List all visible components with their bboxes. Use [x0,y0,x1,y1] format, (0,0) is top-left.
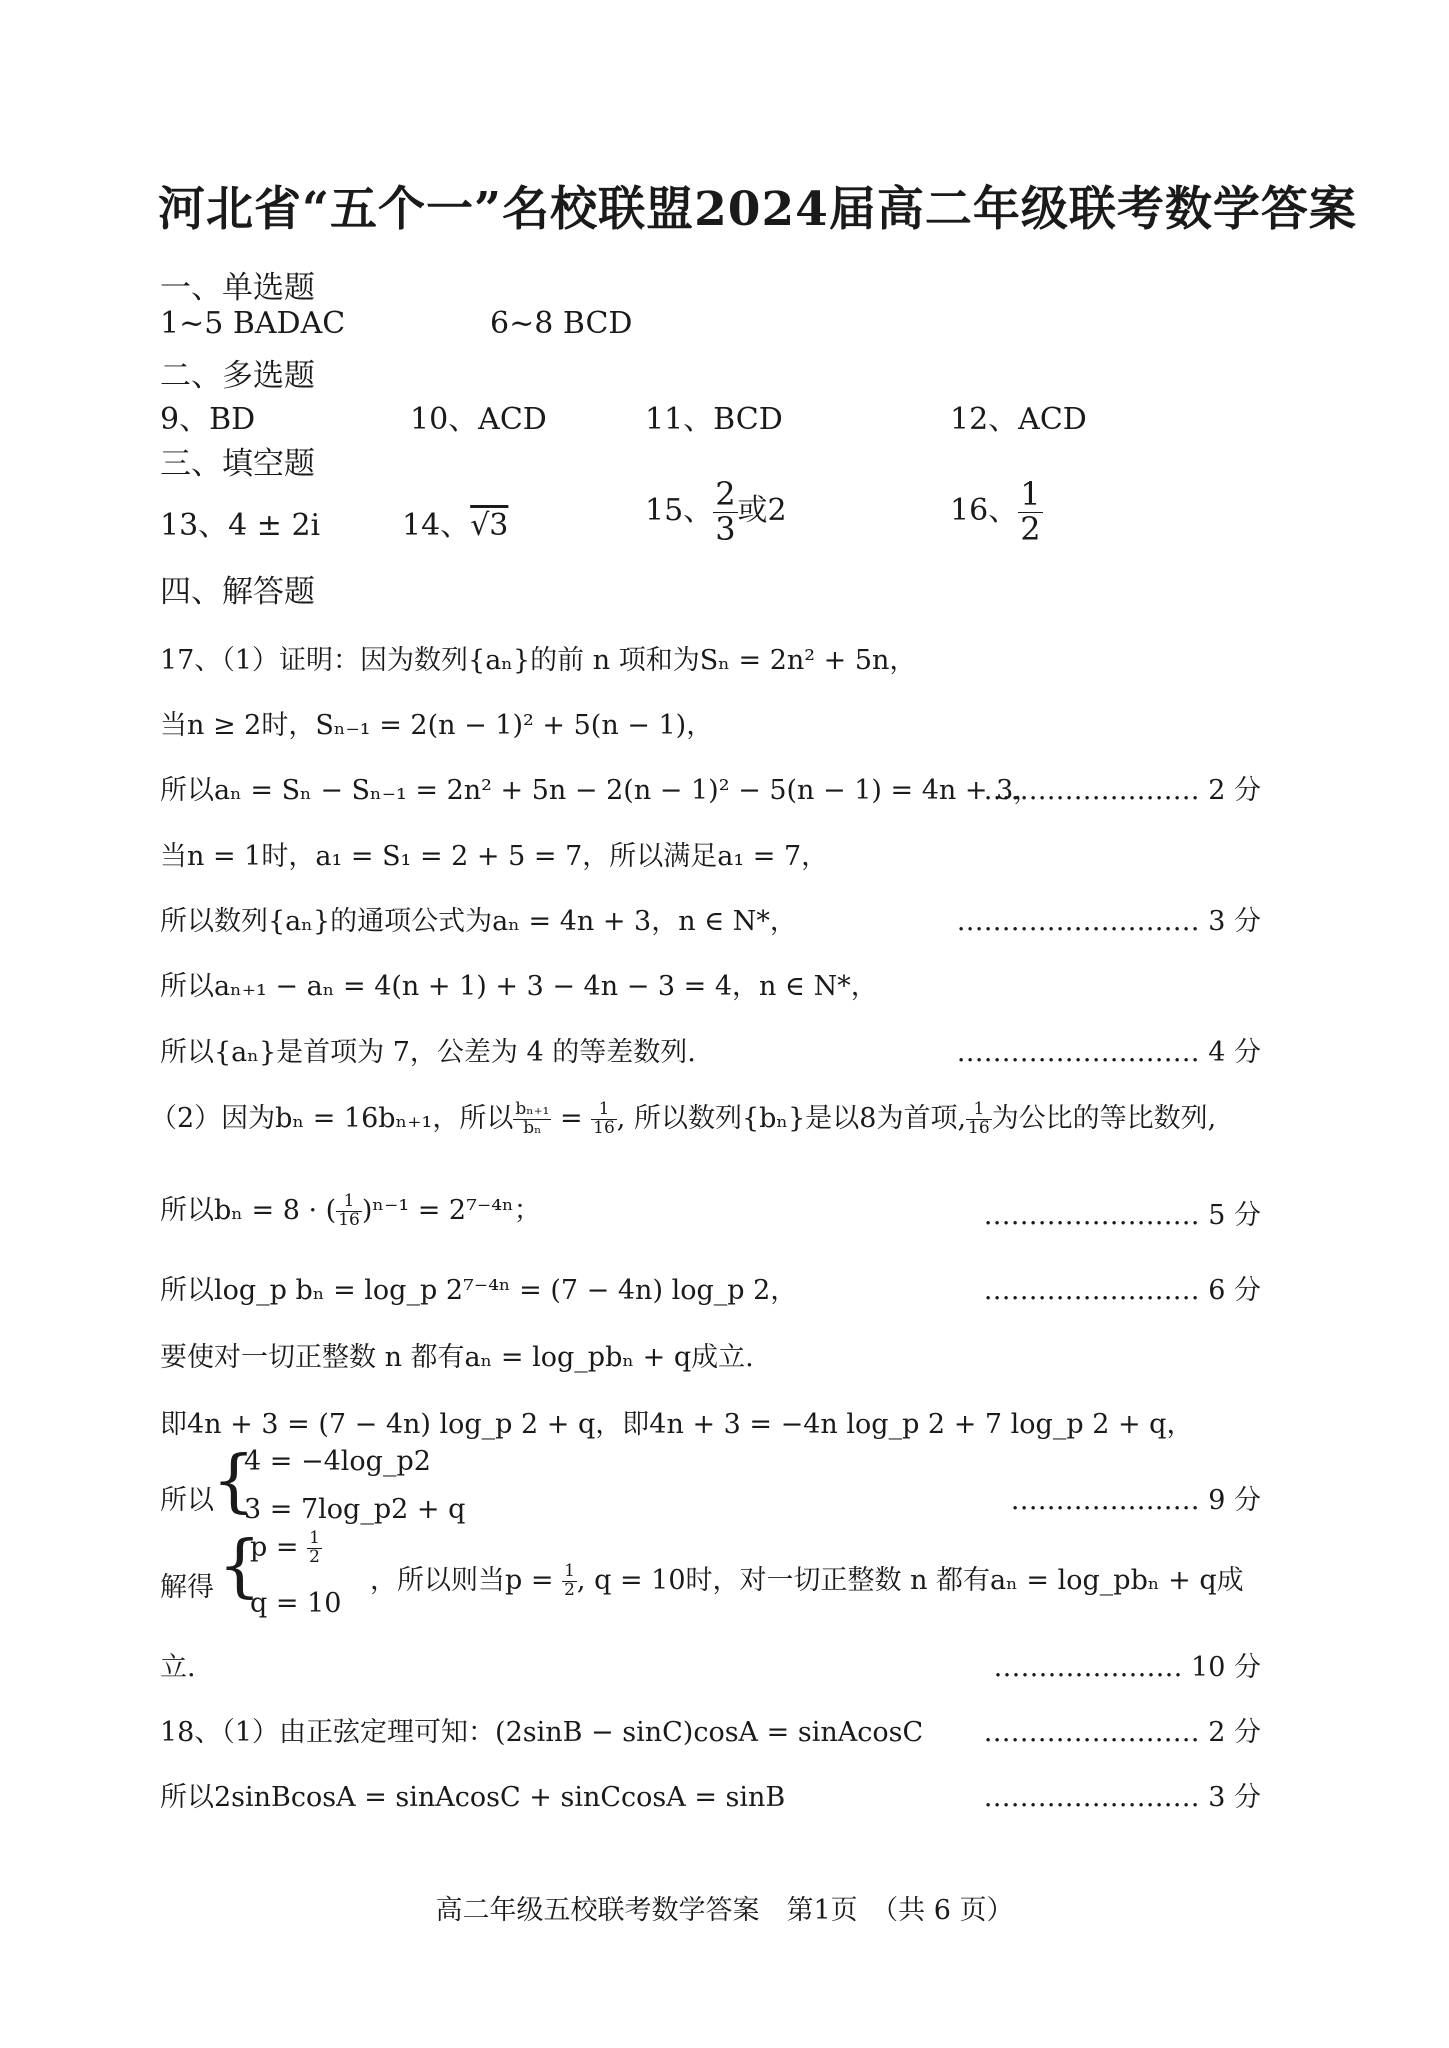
section-single-choice: 一、单选题 [160,270,315,306]
solution-line-9 [160,1188,541,1230]
fraction-1-den: bₙ [523,1118,542,1138]
answers-1-5: 1~5 BADAC [160,306,346,341]
solution-line-7: 所以{aₙ}是首项为 7，公差为 4 的等差数列. [160,1037,696,1068]
answer-16-label: 16、 [950,493,1019,529]
solution-line-3: 所以aₙ = Sₙ − Sₙ₋₁ = 2n² + 5n − 2(n − 1)² − 5(n − 1) = 4n + 3， [160,775,1041,806]
line-14-part-b: , q = 10时，对一切正整数 n 都有aₙ = log_pbₙ + q成 [576,1565,1244,1596]
line-9-fraction-num: 1 [336,1193,362,1212]
page-title: 河北省“五个一”名校联盟2024届高二年级联考数学答案 [158,182,1357,237]
score-18-3: …………………… 3 分 [983,1782,1261,1813]
answer-14-label: 14、 [402,508,471,543]
answer-16-num: 1 [1020,475,1041,513]
fraction-1-num: bₙ₊₁ [515,1099,550,1120]
line-8-part-a: （2）因为bₙ = 16bₙ₊₁，所以 [150,1103,514,1134]
line-8-part-c: , 所以数列{bₙ}是以8为首项, [616,1103,967,1134]
solution-line-13-lead: 所以 [160,1485,214,1516]
answer-13: 13、4 ± 2i [160,508,321,543]
solution-line-1: 17、（1）证明：因为数列{aₙ}的前 n 项和为Sₙ = 2n² + 5n， [160,645,917,676]
solution-line-12: 即4n + 3 = (7 − 4n) log_p 2 + q，即4n + 3 = −4n log_p 2 + 7 log_p 2 + q， [160,1409,1194,1440]
answer-15-fraction [713,475,737,548]
solution-line-14 [370,1558,1244,1600]
line-14-fraction-den: 2 [564,1580,575,1600]
section-solutions: 四、解答题 [160,574,315,610]
solution-line-14-lead: 解得 [160,1572,214,1603]
fraction-3-num: 1 [966,1101,992,1120]
score-4: ……………………… 4 分 [956,1037,1261,1068]
fraction-2-den: 16 [593,1118,615,1138]
answer-15-tail: 或2 [737,493,787,529]
answer-14-value: √3 [470,508,509,543]
answer-16-den: 2 [1020,509,1041,548]
answer-16 [950,475,1043,548]
solution-line-8 [150,1096,1216,1138]
line-14-fraction-num: 1 [564,1561,575,1582]
brace-system-2: { [218,1527,262,1606]
answer-15-label: 15、 [645,493,714,529]
answer-15-num: 2 [715,475,736,513]
line-14-fraction [562,1563,577,1600]
system-2-p-den: 2 [309,1546,320,1567]
line-9-fraction [336,1193,362,1230]
score-5: …………………… 5 分 [983,1200,1261,1231]
solution-line-16: 18、（1）由正弦定理可知：(2sinB − sinC)cosA = sinAcosC [160,1717,924,1748]
score-10: ………………… 10 分 [993,1652,1261,1683]
line-9-part-a: 所以bₙ = 8 · ( [160,1195,337,1226]
system-2-p: p = [250,1531,308,1563]
system-2-row-1 [250,1530,322,1567]
line-9-fraction-den: 16 [338,1210,360,1230]
answer-16-fraction [1018,475,1042,548]
page-footer: 高二年级五校联考数学答案 第1页 （共 6 页） [435,1895,1014,1926]
score-2: …………………… 2 分 [983,775,1261,806]
solution-line-15: 立. [160,1652,196,1683]
solution-line-2: 当n ≥ 2时，Sₙ₋₁ = 2(n − 1)² + 5(n − 1)， [160,710,714,741]
system-1-row-2: 3 = 7log_p2 + q [244,1494,466,1525]
section-fill-blank: 三、填空题 [160,446,315,482]
system-1-row-1: 4 = −4log_p2 [244,1446,431,1477]
score-6: …………………… 6 分 [983,1275,1261,1306]
section-multi-choice: 二、多选题 [160,358,315,394]
score-18-2: …………………… 2 分 [983,1717,1261,1748]
line-8-fraction-1 [513,1101,551,1138]
solution-line-5: 所以数列{aₙ}的通项公式为aₙ = 4n + 3，n ∈ N*， [160,906,797,937]
solution-line-6: 所以aₙ₊₁ − aₙ = 4(n + 1) + 3 − 4n − 3 = 4，n ∈ N*， [160,971,878,1002]
system-2-p-num: 1 [309,1528,320,1548]
score-3: ……………………… 3 分 [956,906,1261,937]
line-8-fraction-3 [966,1101,992,1138]
answer-14 [402,500,508,544]
system-2-p-fraction [307,1530,322,1567]
answer-9: 9、BD [160,402,256,437]
line-8-part-b: = [551,1103,592,1134]
fraction-2-num: 1 [591,1101,617,1120]
line-9-part-b: )ⁿ⁻¹ = 2⁷⁻⁴ⁿ； [361,1195,541,1226]
line-14-part-a: ，所以则当p = [370,1565,563,1596]
solution-line-10: 所以log_p bₙ = log_p 2⁷⁻⁴ⁿ = (7 − 4n) log_p 2， [160,1275,798,1306]
solution-line-4: 当n = 1时，a₁ = S₁ = 2 + 5 = 7，所以满足a₁ = 7， [160,841,829,872]
answer-15-den: 3 [715,509,736,548]
brace-system-1: { [212,1442,256,1521]
answer-12: 12、ACD [950,402,1087,437]
fraction-3-den: 16 [968,1118,990,1138]
line-8-part-d: 为公比的等比数列, [991,1103,1217,1134]
answer-10: 10、ACD [410,402,547,437]
answer-15 [645,475,787,548]
solution-line-11: 要使对一切正整数 n 都有aₙ = log_pbₙ + q成立. [160,1342,754,1373]
solution-line-17: 所以2sinBcosA = sinAcosC + sinCcosA = sinB [160,1782,786,1813]
system-2-row-2: q = 10 [250,1588,342,1619]
answers-6-8: 6~8 BCD [490,306,633,341]
answer-11: 11、BCD [645,402,783,437]
score-9: ………………… 9 分 [1010,1485,1261,1516]
line-8-fraction-2 [591,1101,617,1138]
